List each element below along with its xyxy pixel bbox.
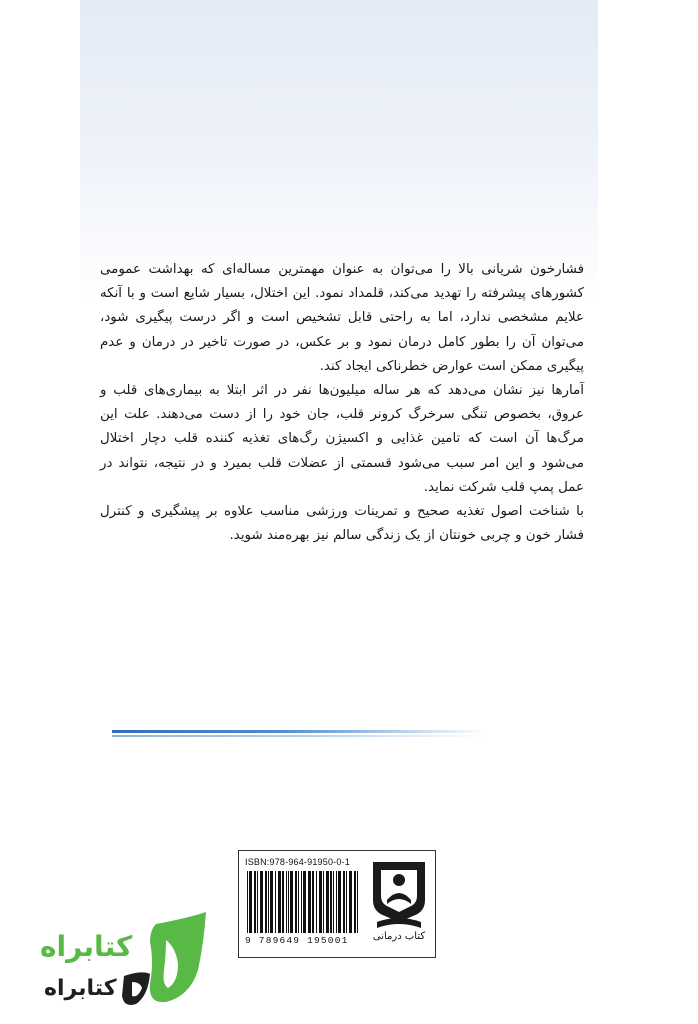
publisher-name: کتاب درمانی — [372, 931, 426, 942]
description-paragraph-2: آمارها نیز نشان می‌دهد که هر ساله میلیون‌ها نفر در اثر ابتلا به بیماری‌های قلب و عروق، بخصوص تنگی سرخرگ کرونر قلب، جان خود را از دست می‌دهند. علت این مرگ‌ها آن است که تامین غذایی و اکسیژن رگ‌های تغذیه کننده قلب دچار اختلال می‌شود و این امر سبب می‌شود قسمتی از عضلات قلب بمیرد و در نتیجه، نتواند در عمل پمپ قلب شرکت نماید. — [100, 383, 584, 495]
decorative-blue-rule — [112, 730, 486, 738]
barcode-image — [245, 871, 361, 935]
description-paragraph-3: با شناخت اصول تغذیه صحیح و تمرینات ورزشی مناسب علاوه بر پیشگیری و کنترل فشار خون و چربی خونتان از یک زندگی سالم نیز بهره‌مند شوید. — [100, 504, 584, 544]
watermark-site-name-small: کتابراه — [44, 976, 117, 1001]
back-cover-description — [100, 258, 584, 548]
isbn-barcode-box — [238, 850, 436, 958]
barcode-digits: 9 789649 195001 — [245, 935, 349, 946]
description-paragraph-1: فشارخون شریانی بالا را می‌توان به عنوان مهمترین مساله‌ای که بهداشت عمومی کشورهای پیشرفته را تهدید می‌کند، قلمداد نمود. این اختلال، بسیار شایع است و با آنکه علایم مشخصی ندارد، اما به راحتی قابل تشخیص است و اگر درست پیگیری شود، می‌توان آن را بطور کامل درمان نمود و بر عکس، در صورت تاخیر در درمان و عدم پیگیری ممکن است عوارض خطرناکی ایجاد کند. — [100, 262, 584, 374]
isbn-number: ISBN:978-964-91950-0-1 — [245, 857, 350, 867]
watermark-site-name: کتابراه — [40, 930, 133, 963]
site-watermark-logo — [38, 912, 210, 1020]
